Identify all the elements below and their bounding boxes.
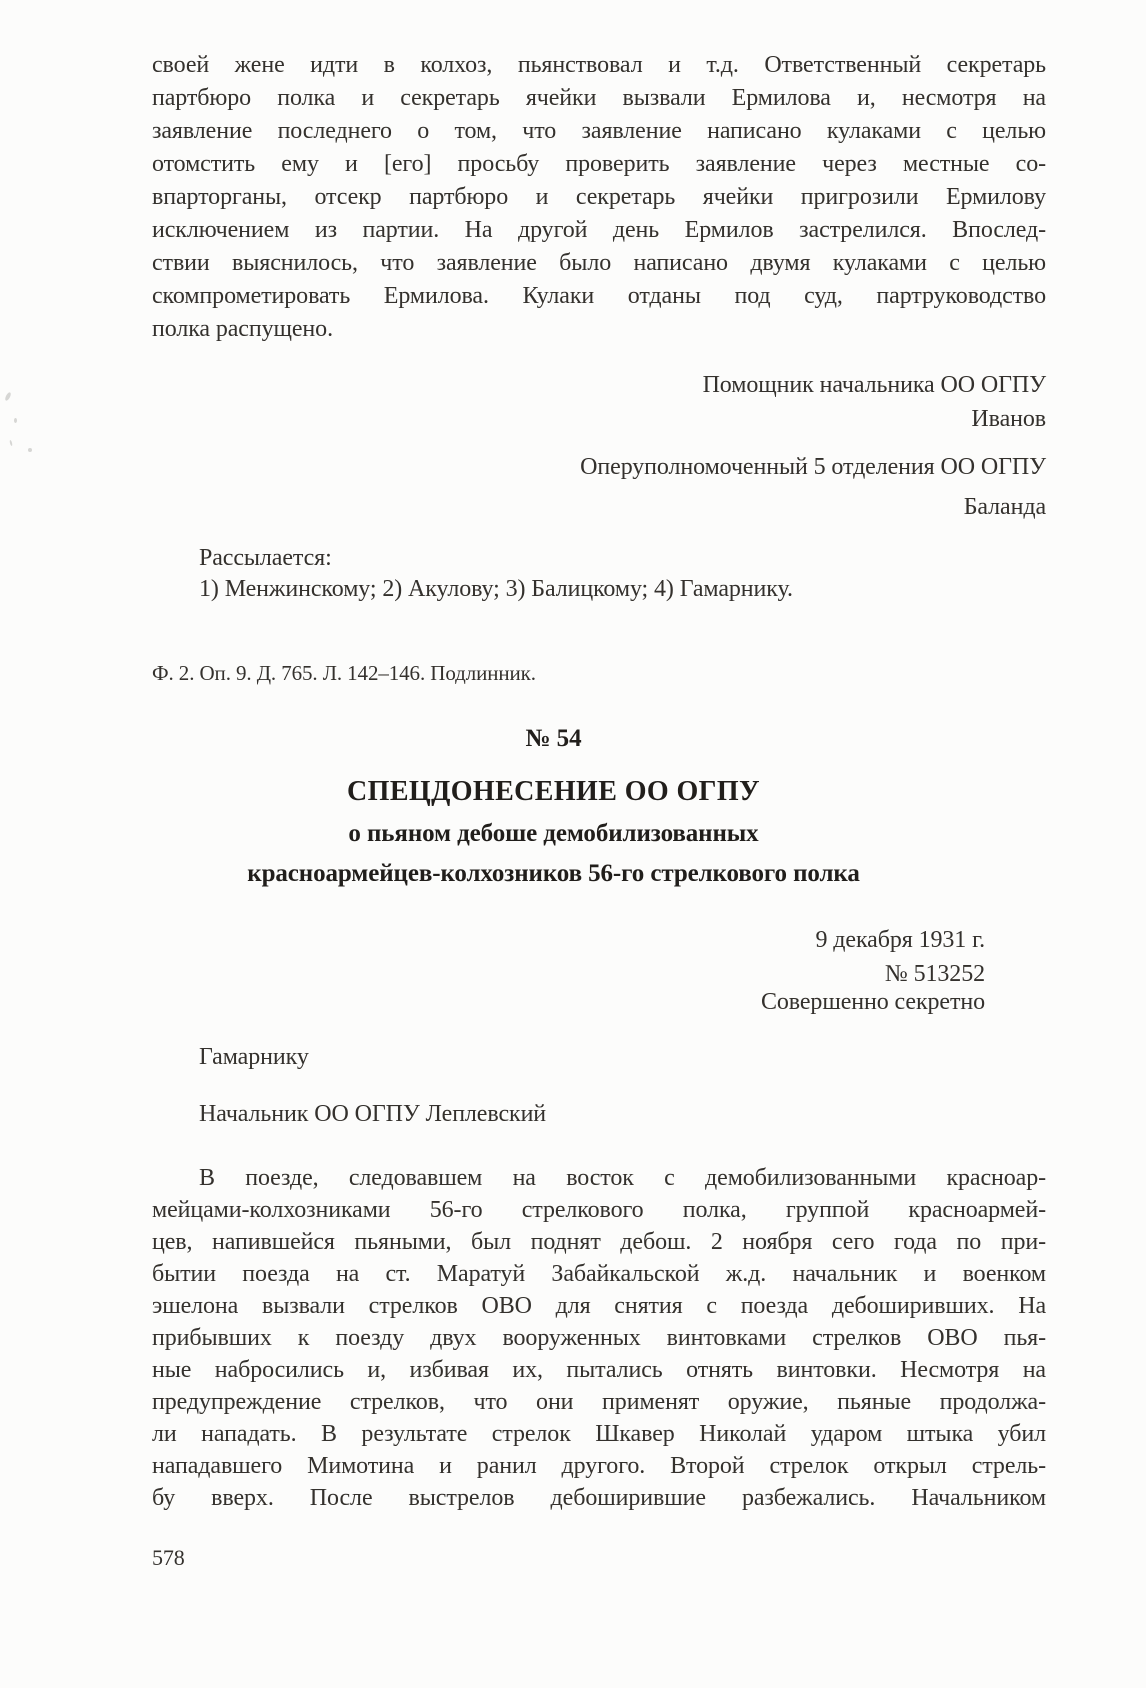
text-line: цев, напившейся пьяными, был поднят дебош. 2 ноября сего года по при-	[152, 1229, 1046, 1255]
doc54-title-line-3: красноармейцев-колхозников 56-го стрелкового полка	[247, 860, 860, 887]
scan-speckle	[4, 392, 12, 402]
doc53-signature-title-2: Оперуполномоченный 5 отделения ОО ОГПУ	[580, 454, 1046, 480]
text-line: отомстить ему и [его] просьбу проверить заявление через местные со-	[152, 151, 1046, 177]
text-line: В поезде, следовавшем на восток с демобилизованными красноар-	[199, 1165, 1046, 1191]
text-line: мейцами-колхозниками 56-го стрелкового полка, группой красноармей-	[152, 1197, 1046, 1223]
page-number: 578	[152, 1545, 185, 1570]
text-line: предупреждение стрелков, что они применят оружие, пьяные продолжа-	[152, 1389, 1046, 1415]
doc54-date: 9 декабря 1931 г.	[815, 927, 985, 953]
text-line: заявление последнего о том, что заявление написано кулаками с целью	[152, 118, 1046, 144]
scan-speckle	[9, 440, 12, 446]
text-line: партбюро полка и секретарь ячейки вызвали Ермилова и, несмотря на	[152, 85, 1046, 111]
doc53-distribution-list: 1) Менжинскому; 2) Акулову; 3) Балицкому; 4) Гамарнику.	[199, 576, 793, 602]
text-line: бытии поезда на ст. Маратуй Забайкальской ж.д. начальник и военком	[152, 1261, 1046, 1287]
text-line: скомпрометировать Ермилова. Кулаки отданы под суд, партруководство	[152, 283, 1046, 309]
doc54-title-line-2: о пьяном дебоше демобилизованных	[348, 820, 759, 847]
text-line: нападавшего Мимотина и ранил другого. Второй стрелок открыл стрель-	[152, 1453, 1046, 1479]
doc54-addressee: Гамарнику	[199, 1044, 309, 1070]
doc54-number-heading: № 54	[525, 725, 582, 752]
doc54-body-paragraph	[152, 1162, 1046, 1514]
text-line: исключением из партии. На другой день Ермилов застрелился. Впослед-	[152, 217, 1046, 243]
text-line: полка распущено.	[152, 316, 333, 342]
text-line: впарторганы, отсекр партбюро и секретарь ячейки пригрозили Ермилову	[152, 184, 1046, 210]
doc53-signature-name-1: Иванов	[971, 406, 1046, 432]
text-line: ные набросились и, избивая их, пытались отнять винтовки. Несмотря на	[152, 1357, 1046, 1383]
doc53-signature-title-1: Помощник начальника ОО ОГПУ	[702, 372, 1046, 398]
doc54-signer: Начальник ОО ОГПУ Леплевский	[199, 1101, 547, 1127]
text-line: эшелона вызвали стрелков ОВО для снятия с поезда дебоширивших. На	[152, 1293, 1046, 1319]
scan-speckle	[28, 448, 32, 452]
scan-speckle	[14, 418, 17, 423]
text-line: прибывших к поезду двух вооруженных винтовками стрелков ОВО пья-	[152, 1325, 1046, 1351]
doc53-distribution-label: Рассылается:	[199, 545, 332, 571]
text-line: своей жене идти в колхоз, пьянствовал и т.д. Ответственный секретарь	[152, 52, 1046, 78]
text-line: ствии выяснилось, что заявление было написано двумя кулаками с целью	[152, 250, 1046, 276]
doc54-secrecy-stamp: Совершенно секретно	[760, 989, 985, 1015]
doc53-archive-reference: Ф. 2. Оп. 9. Д. 765. Л. 142–146. Подлинник.	[152, 661, 536, 685]
doc54-outgoing-number: № 513252	[884, 961, 985, 987]
doc54-title-line-1: СПЕЦДОНЕСЕНИЕ ОО ОГПУ	[347, 776, 760, 807]
text-line: бу вверх. После выстрелов дебоширившие разбежались. Начальником	[152, 1485, 1046, 1511]
doc53-signature-name-2: Баланда	[963, 494, 1046, 520]
text-line: ли нападать. В результате стрелок Шкавер Николай ударом штыка убил	[152, 1421, 1046, 1447]
doc53-continuation-paragraph	[152, 49, 1046, 346]
